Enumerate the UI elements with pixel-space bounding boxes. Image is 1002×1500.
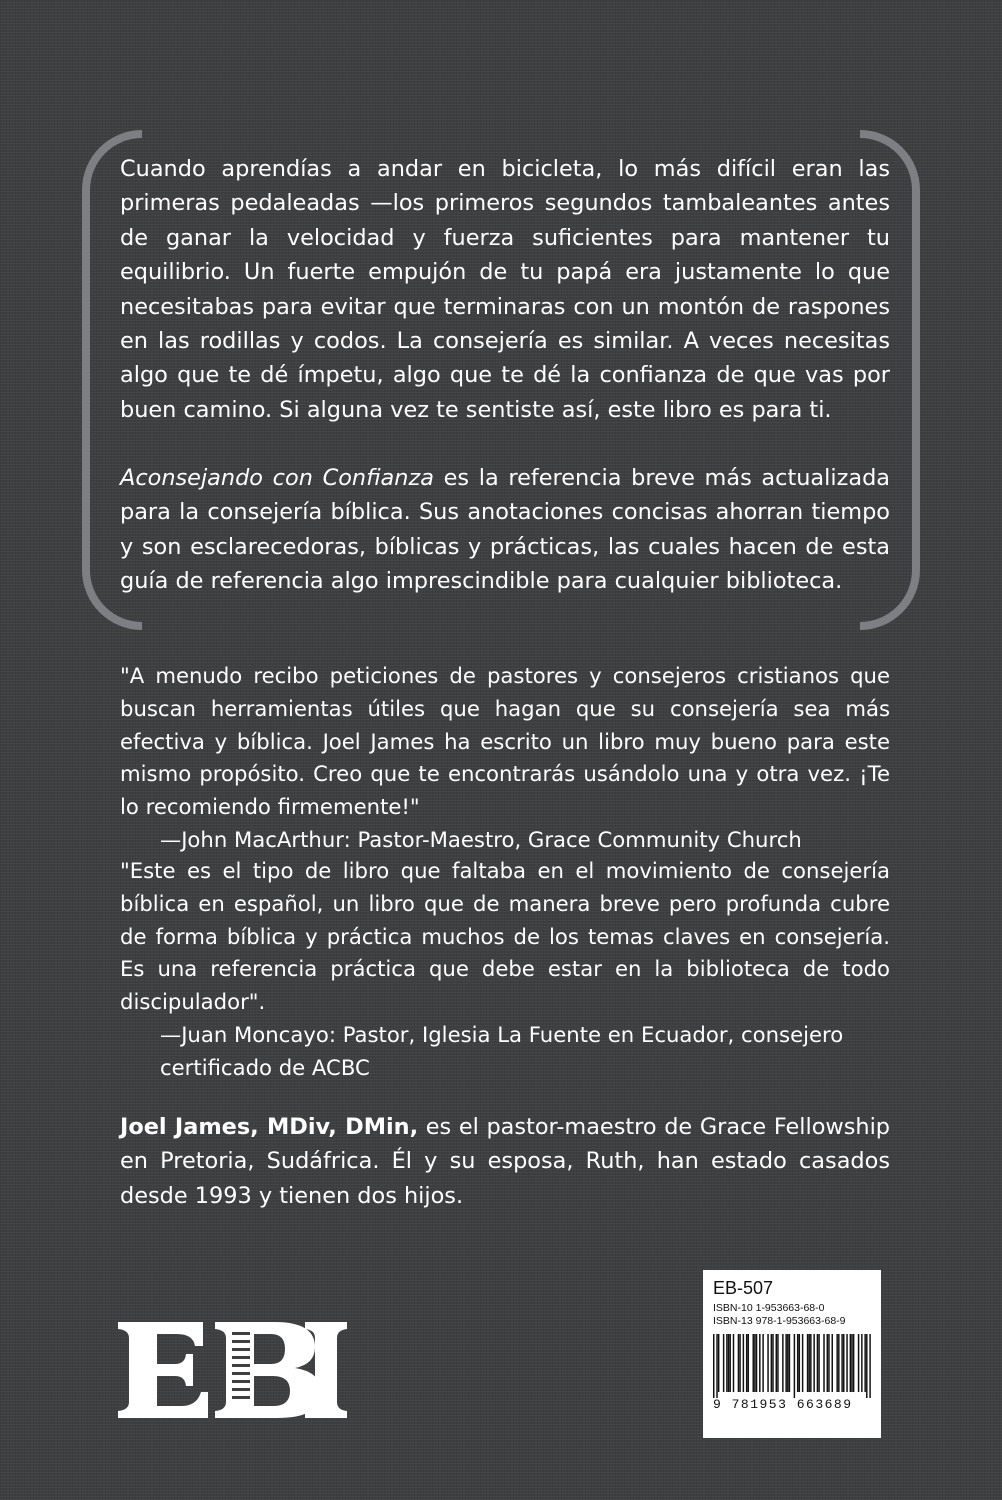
endorsement-attribution: —Juan Moncayo: Pastor, Iglesia La Fuente en Ecuador, consejero certificado de ACBC	[160, 1021, 844, 1080]
barcode-bar	[869, 1334, 870, 1398]
barcode-bar	[777, 1334, 778, 1392]
barcode-bar	[861, 1334, 862, 1392]
barcode-bar	[718, 1334, 719, 1392]
barcode-bar	[851, 1334, 852, 1392]
barcode-bar	[776, 1334, 777, 1392]
barcode-bar	[723, 1334, 724, 1392]
barcode-bar	[787, 1334, 788, 1392]
endorsement-2	[120, 855, 890, 1085]
barcode-bar	[846, 1334, 847, 1392]
barcode-bar	[767, 1334, 768, 1392]
barcode-bar	[754, 1334, 755, 1392]
barcode-bar	[753, 1334, 754, 1392]
barcode-bar	[813, 1334, 814, 1392]
barcode-bar	[785, 1334, 786, 1392]
barcode-bar	[802, 1334, 803, 1392]
barcode-bar	[759, 1334, 760, 1392]
author-bio-text: es el pastor-maestro de Grace Fellowship en Pretoria, Sudáfrica. Él y su esposa, Ruth, han estado casados desde 1993 y tienen dos hijos.	[120, 1114, 890, 1209]
blurb-paragraph-2	[120, 461, 890, 599]
barcode-bar	[864, 1334, 865, 1392]
author-bio	[120, 1110, 890, 1213]
author-name: Joel James, MDiv, DMin,	[120, 1114, 419, 1140]
barcode-bar	[716, 1334, 717, 1398]
barcode-bar	[729, 1334, 730, 1392]
barcode-bar	[738, 1334, 739, 1392]
book-title: Aconsejando con Confianza	[120, 465, 434, 491]
barcode-bars	[713, 1334, 871, 1398]
barcode-bar	[789, 1334, 790, 1392]
barcode-bar	[797, 1334, 798, 1392]
barcode-bar	[808, 1334, 809, 1392]
barcode-bar	[836, 1334, 837, 1392]
barcode-bar	[850, 1334, 851, 1392]
barcode-bar	[799, 1334, 800, 1392]
barcode-bar	[827, 1334, 828, 1392]
barcode-bar	[762, 1334, 763, 1392]
blurb-paragraph-2-text: es la referencia breve más actualizada para la consejería bíblica. Sus anotaciones concisas ahorran tiempo y son esclarecedoras, bíblicas y prácticas, las cuales hacen de esta guía de referencia algo imprescindible para cualquier biblioteca.	[120, 465, 891, 595]
barcode-bar	[713, 1334, 714, 1398]
barcode-bar	[794, 1334, 795, 1398]
barcode-bar	[843, 1334, 844, 1392]
blurb-paragraph-1: Cuando aprendías a andar en bicicleta, lo más difícil eran las primeras pedaleadas —los primeros segundos tambaleantes antes de ganar la velocidad y fuerza suficientes para mantener tu equilibrio. Un fuerte empujón de tu papá era justamente lo que necesitabas para evitar que terminaras con un montón de raspones en las rodillas y codos. La consejería es similar. A veces necesitas algo que te dé ímpetu, algo que te dé la confianza de que vas por buen camino. Si alguna vez te sentiste así, este libro es para ti.	[120, 156, 890, 423]
barcode-bar	[733, 1334, 734, 1392]
barcode-bar	[746, 1334, 747, 1392]
endorsement-quote: "Este es el tipo de libro que faltaba en el movimiento de consejería bíblica en español, un libro que de manera breve pero profunda cubre de forma bíblica y práctica muchos de los temas claves en consejería. Es una referencia práctica que debe estar en la biblioteca de todo discipulador".	[120, 858, 890, 1015]
barcode-bar	[771, 1334, 772, 1392]
barcode-bar	[818, 1334, 819, 1392]
barcode-bar	[866, 1334, 867, 1398]
endorsement-quote: "A menudo recibo peticiones de pastores y consejeros cristianos que buscan herramientas útiles que hagan que su consejería sea más efectiva y bíblica. Joel James ha escrito un libro muy bueno para este mismo propósito. Creo que te encontrarás usándolo una y otra vez. ¡Te lo recomiendo firmemente!"	[120, 663, 890, 820]
ebi-publisher-logo	[115, 1310, 350, 1430]
barcode-bar	[838, 1334, 839, 1392]
barcode-bar	[807, 1334, 808, 1392]
barcode-bar	[828, 1334, 829, 1392]
barcode-bar	[748, 1334, 749, 1392]
isbn-10: ISBN-10 1-953663-68-0	[713, 1302, 825, 1314]
barcode-digits: 9 781953 663689	[713, 1397, 853, 1412]
barcode-bar	[823, 1334, 824, 1392]
barcode-bar	[743, 1334, 744, 1392]
barcode-bar	[782, 1334, 783, 1392]
barcode-bar	[739, 1334, 740, 1392]
barcode-bar	[726, 1334, 727, 1392]
book-code: EB-507	[713, 1278, 774, 1298]
barcode-bar	[728, 1334, 729, 1392]
barcode-bar	[841, 1334, 842, 1392]
barcode-label	[703, 1270, 881, 1438]
isbn-13: ISBN-13 978-1-953663-68-9	[713, 1315, 846, 1327]
barcode-bar	[772, 1334, 773, 1392]
barcode-bar	[858, 1334, 859, 1392]
barcode-bar	[756, 1334, 757, 1392]
endorsement-1	[120, 660, 890, 857]
endorsement-attribution: —John MacArthur: Pastor-Maestro, Grace Community Church	[160, 826, 802, 852]
barcode-bar	[810, 1334, 811, 1392]
barcode-bar	[832, 1334, 833, 1392]
barcode-bar	[817, 1334, 818, 1392]
barcode-bar	[853, 1334, 854, 1392]
